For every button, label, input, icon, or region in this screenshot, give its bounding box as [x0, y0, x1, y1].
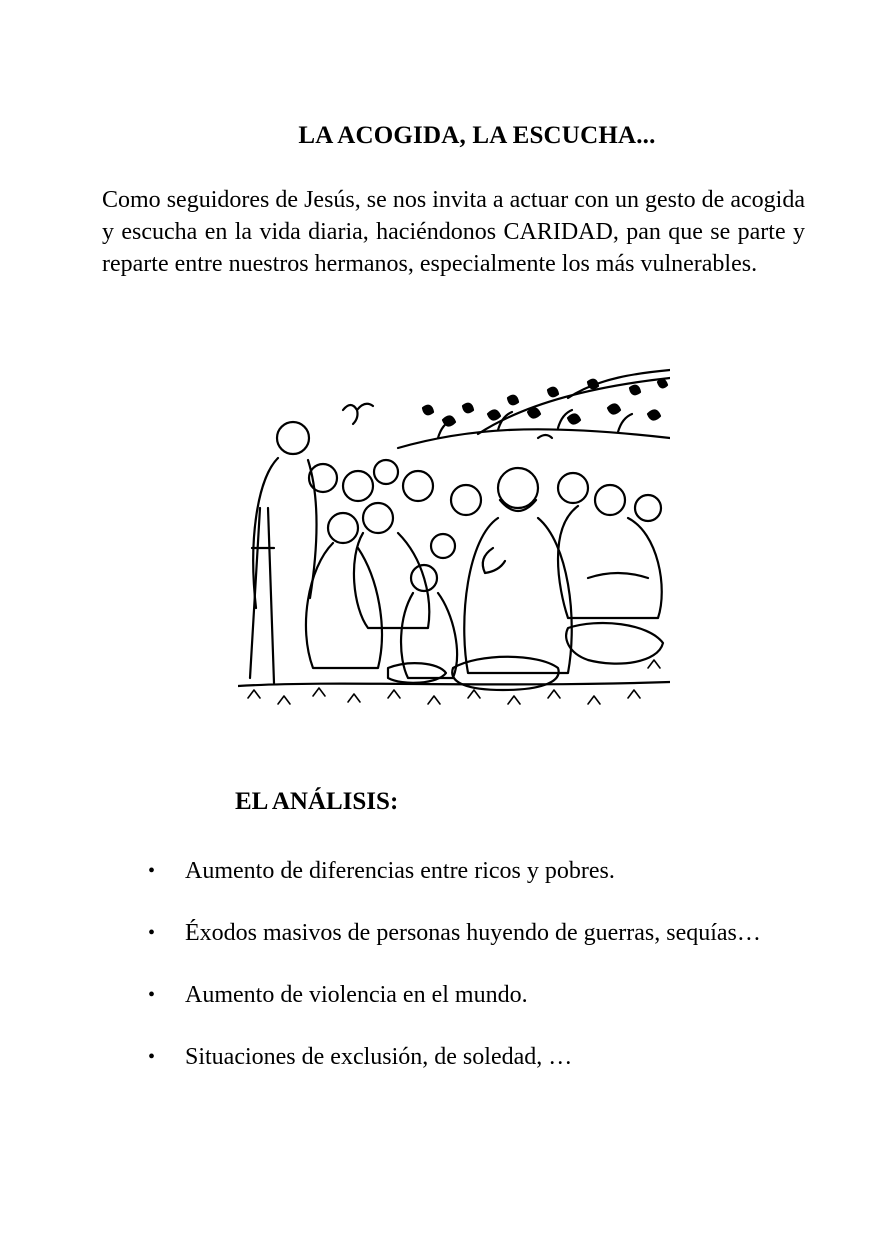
list-item: • Situaciones de exclusión, de soledad, … [148, 1041, 782, 1073]
analysis-list [148, 855, 782, 1103]
list-item: • Aumento de diferencias entre ricos y pobres. [148, 855, 782, 887]
page-title [0, 122, 878, 150]
jesus-with-people-illustration [238, 368, 670, 710]
list-item: • Aumento de violencia en el mundo. [148, 979, 782, 1011]
list-item: • Éxodos masivos de personas huyendo de guerras, sequías… [148, 917, 782, 949]
page-title-text: LA ACOGIDA, LA ESCUCHA... [298, 122, 656, 149]
analysis-heading: EL ANÁLISIS: [235, 788, 399, 815]
intro-paragraph: Como seguidores de Jesús, se nos invita a actuar con un gesto de acogida y escucha en la vida diaria, haciéndonos CARIDAD, pan que se parte y reparte entre nuestros hermanos, especialmente los más vulnerables. [102, 187, 805, 277]
